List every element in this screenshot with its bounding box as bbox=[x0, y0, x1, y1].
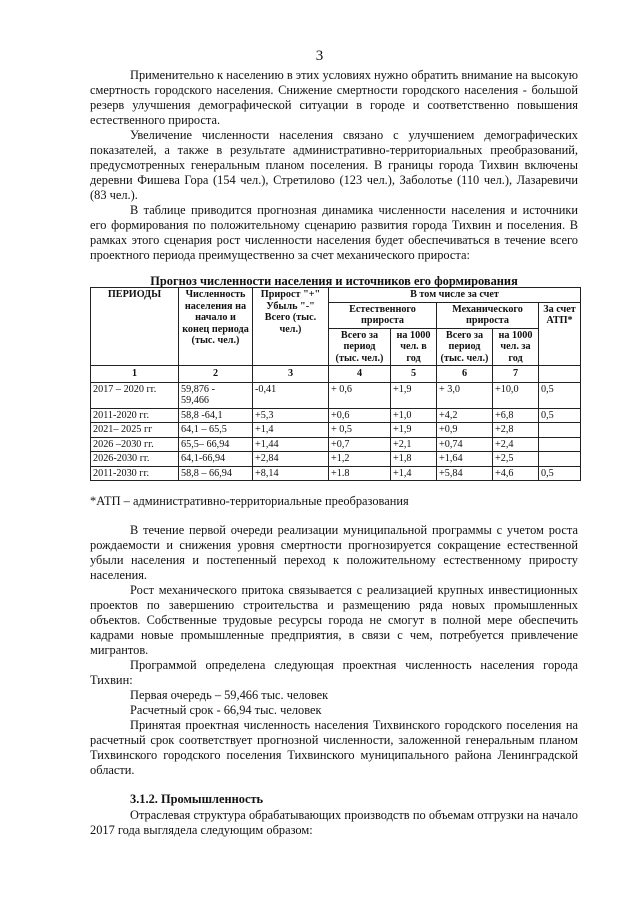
table-row bbox=[91, 408, 581, 423]
table-cell: 59,876 - 59,466 bbox=[179, 382, 253, 408]
header-including: В том числе за счет bbox=[329, 288, 581, 303]
table-cell: +10,0 bbox=[493, 382, 539, 408]
table-cell: 58,8 -64,1 bbox=[179, 408, 253, 423]
col-number: 3 bbox=[253, 366, 329, 383]
section-heading-industry: 3.1.2. Промышленность bbox=[130, 792, 264, 806]
table-cell: 58,8 – 66,94 bbox=[179, 466, 253, 481]
table-cell: +2,1 bbox=[391, 437, 437, 452]
header-natural-total: Всего за период (тыс. чел.) bbox=[329, 328, 391, 366]
header-mechanical: Механического прироста bbox=[437, 302, 539, 328]
table-body bbox=[91, 382, 581, 481]
table-row bbox=[91, 437, 581, 452]
table-row bbox=[91, 382, 581, 408]
table-cell: +1.8 bbox=[329, 466, 391, 481]
table-cell: 64,1 – 65,5 bbox=[179, 423, 253, 438]
header-population: Численность населения на начало и конец периода (тыс. чел.) bbox=[179, 288, 253, 366]
table-cell: +8,14 bbox=[253, 466, 329, 481]
table-cell: +2,84 bbox=[253, 452, 329, 467]
table-cell: 65,5– 66,94 bbox=[179, 437, 253, 452]
table-cell: 2017 – 2020 гг. bbox=[91, 382, 179, 408]
col-number: 6 bbox=[437, 366, 493, 383]
table-cell: 0,5 bbox=[539, 382, 581, 408]
table-row bbox=[91, 466, 581, 481]
table-cell: + 0,6 bbox=[329, 382, 391, 408]
column-number-row bbox=[91, 366, 581, 383]
table-cell: +4,6 bbox=[493, 466, 539, 481]
paragraph-population-growth: Увеличение численности населения связано с улучшением демографических показателей, а также в результате административно-территориальных преобразований, предусмотренных генеральным планом поселения. В границы города Тихвин включены деревни Фишева Гора (154 чел.), Стретилово (123 чел.), Заболотье (110 чел.), Лазаревичи (83 чел.). bbox=[90, 128, 578, 202]
table-cell: 0,5 bbox=[539, 466, 581, 481]
table-cell: +1,9 bbox=[391, 423, 437, 438]
table-cell: +1,9 bbox=[391, 382, 437, 408]
table-cell: + 0,5 bbox=[329, 423, 391, 438]
paragraph-design-term-value: Расчетный срок - 66,94 тыс. человек bbox=[130, 703, 322, 717]
table-cell: +1,8 bbox=[391, 452, 437, 467]
table-row bbox=[91, 423, 581, 438]
col-number: 2 bbox=[179, 366, 253, 383]
table-cell: +1,2 bbox=[329, 452, 391, 467]
table-cell: +0,9 bbox=[437, 423, 493, 438]
table-cell: +0,74 bbox=[437, 437, 493, 452]
table-caption: Прогноз численности населения и источников его формирования bbox=[150, 274, 518, 288]
table-cell bbox=[539, 437, 581, 452]
header-periods: ПЕРИОДЫ bbox=[91, 288, 179, 366]
paragraph-projected-population: Программой определена следующая проектная численность населения города Тихвин: bbox=[90, 658, 578, 687]
paragraph-mortality: Применительно к населению в этих условиях нужно обратить внимание на высокую смертность городского населения. Снижение смертности городского населения - большой резерв улучшения демографической ситуации в городе и соответственно повышения естественного прироста. bbox=[90, 68, 578, 127]
table-cell: +0,7 bbox=[329, 437, 391, 452]
table-cell: +1,64 bbox=[437, 452, 493, 467]
paragraph-table-intro: В таблице приводится прогнозная динамика численности населения и источники его формирования по положительному сценарию развития города Тихвин и поселения. В рамках этого сценария рост численности населения будет обеспечиваться в течение всего проектного периода преимущественно за счет механического прироста: bbox=[90, 203, 578, 262]
table-cell: +2,5 bbox=[493, 452, 539, 467]
table-cell: 2011-2030 гг. bbox=[91, 466, 179, 481]
table-cell bbox=[539, 423, 581, 438]
table-cell: 2026-2030 гг. bbox=[91, 452, 179, 467]
table-cell: +6,8 bbox=[493, 408, 539, 423]
paragraph-first-stage-value: Первая очередь – 59,466 тыс. человек bbox=[130, 688, 329, 702]
table-cell bbox=[539, 452, 581, 467]
table-cell: + 3,0 bbox=[437, 382, 493, 408]
header-natural-per1000: на 1000 чел. в год bbox=[391, 328, 437, 366]
table-cell: 2011-2020 гг. bbox=[91, 408, 179, 423]
table-cell: 64,1-66,94 bbox=[179, 452, 253, 467]
table-cell: +1,0 bbox=[391, 408, 437, 423]
table-cell: +2,4 bbox=[493, 437, 539, 452]
col-number: 1 bbox=[91, 366, 179, 383]
header-natural: Естественного прироста bbox=[329, 302, 437, 328]
table-cell: +1,4 bbox=[253, 423, 329, 438]
table-cell: +1,4 bbox=[391, 466, 437, 481]
table-cell: -0,41 bbox=[253, 382, 329, 408]
table-cell: +1,44 bbox=[253, 437, 329, 452]
table-cell: 2021– 2025 гг bbox=[91, 423, 179, 438]
paragraph-accepted-population: Принятая проектная численность населения Тихвинского городского поселения на расчетный срок соответствует прогнозной численности, заложенной генеральным планом Тихвинского городского поселения Тихвинского муниципального района Ленинградской области. bbox=[90, 718, 578, 777]
table-footnote: *АТП – административно-территориальные преобразования bbox=[90, 494, 409, 508]
population-forecast-table bbox=[90, 287, 581, 481]
table-cell: +4,2 bbox=[437, 408, 493, 423]
header-atp: За счет АТП* bbox=[539, 302, 581, 366]
table-cell: 2026 –2030 гг. bbox=[91, 437, 179, 452]
header-mechanical-per1000: на 1000 чел. за год bbox=[493, 328, 539, 366]
col-number bbox=[539, 366, 581, 383]
paragraph-mechanical-inflow: Рост механического притока связывается с реализацией крупных инвестиционных проектов по завершению строительства и размещению ряда новых промышленных объектов. Собственные трудовые ресурсы города не смогут в полной мере обеспечить кадрами новые промышленные предприятия, в связи с чем, потребуется привлечение мигрантов. bbox=[90, 583, 578, 657]
table-row bbox=[91, 452, 581, 467]
page-number: 3 bbox=[315, 48, 324, 64]
header-growth: Прирост "+" Убыль "-" Всего (тыс. чел.) bbox=[253, 288, 329, 366]
table-cell: +5,84 bbox=[437, 466, 493, 481]
paragraph-industry-structure: Отраслевая структура обрабатывающих производств по объемам отгрузки на начало 2017 года выглядела следующим образом: bbox=[90, 808, 578, 837]
col-number: 7 bbox=[493, 366, 539, 383]
table-cell: 0,5 bbox=[539, 408, 581, 423]
table-cell: +5,3 bbox=[253, 408, 329, 423]
col-number: 4 bbox=[329, 366, 391, 383]
header-mechanical-total: Всего за период (тыс. чел.) bbox=[437, 328, 493, 366]
col-number: 5 bbox=[391, 366, 437, 383]
table-cell: +0,6 bbox=[329, 408, 391, 423]
paragraph-first-stage: В течение первой очереди реализации муниципальной программы с учетом роста рождаемости и снижения уровня смертности прогнозируется сокращение естественной убыли населения и постепенный переход к положительному естественному приросту населения. bbox=[90, 523, 578, 582]
table-cell: +2,8 bbox=[493, 423, 539, 438]
